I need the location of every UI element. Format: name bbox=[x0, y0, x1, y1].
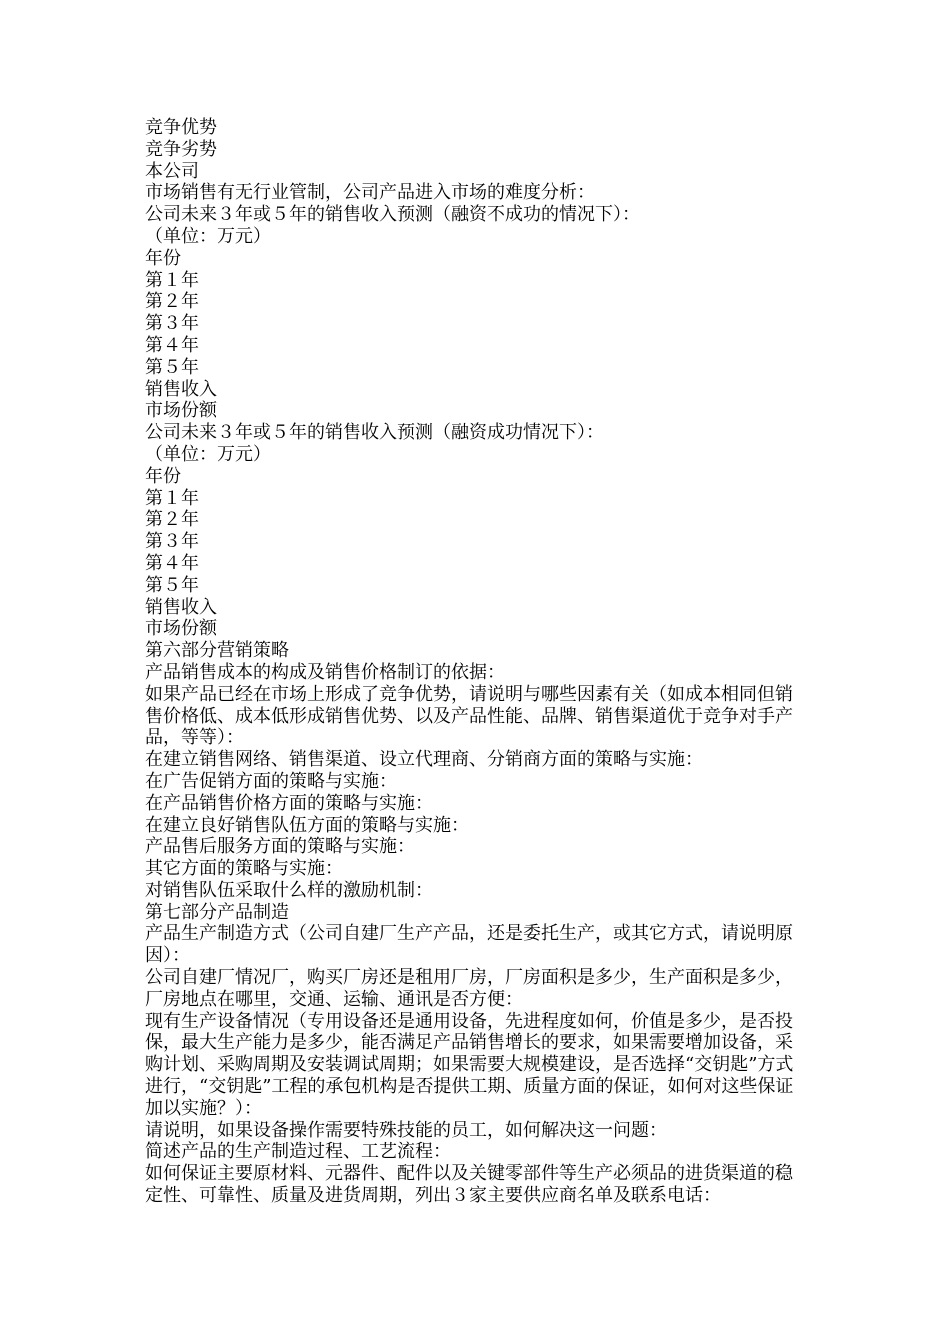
heading-competitive-disadvantage: 竞争劣势 bbox=[145, 138, 217, 160]
paragraph-other-strategies: 其它方面的策略与实施： bbox=[145, 858, 343, 880]
paragraph-own-factory: 公司自建厂情况厂，购买厂房还是租用厂房，厂房面积是多少，生产面积是多少，厂房地点在哪里，交通、运输、通讯是否方便： bbox=[145, 967, 793, 1010]
label-market-share: 市场份额 bbox=[145, 618, 217, 640]
paragraph-revenue-forecast-funded: 公司未来３年或５年的销售收入预测（融资成功情况下）： bbox=[145, 422, 604, 444]
paragraph-supply-chain: 如何保证主要原材料、元器件、配件以及关键零部件等生产必须品的进货渠道的稳定性、可靠性、质量及进货周期，列出３家主要供应商名单及联系电话： bbox=[145, 1163, 793, 1207]
label-year: 年份 bbox=[145, 247, 181, 269]
paragraph-revenue-forecast-unfunded: 公司未来３年或５年的销售收入预测（融资不成功的情况下）： bbox=[145, 204, 640, 226]
section-heading-marketing-strategy: 第六部分营销策略 bbox=[145, 640, 289, 662]
label-unit: （单位：万元） bbox=[145, 225, 271, 247]
paragraph-special-skills: 请说明，如果设备操作需要特殊技能的员工，如何解决这一问题： bbox=[145, 1119, 667, 1141]
label-year-1: 第１年 bbox=[145, 269, 199, 291]
label-our-company: 本公司 bbox=[145, 160, 199, 182]
paragraph-manufacturing-mode: 产品生产制造方式（公司自建厂生产产品，还是委托生产，或其它方式，请说明原因）： bbox=[145, 923, 793, 967]
label-year-5: 第５年 bbox=[145, 574, 199, 596]
label-sales-revenue: 销售收入 bbox=[145, 596, 217, 618]
paragraph-incentives: 对销售队伍采取什么样的激励机制： bbox=[145, 879, 433, 901]
paragraph-sales-network: 在建立销售网络、销售渠道、设立代理商、分销商方面的策略与实施： bbox=[145, 749, 703, 771]
paragraph-sales-team: 在建立良好销售队伍方面的策略与实施： bbox=[145, 814, 469, 836]
label-unit: （单位：万元） bbox=[145, 443, 271, 465]
label-year-3: 第３年 bbox=[145, 313, 199, 335]
label-year-5: 第５年 bbox=[145, 356, 199, 378]
label-year-4: 第４年 bbox=[145, 552, 199, 574]
document-body bbox=[145, 117, 805, 1207]
paragraph-process-flow: 简述产品的生产制造过程、工艺流程： bbox=[145, 1141, 451, 1163]
label-year-4: 第４年 bbox=[145, 334, 199, 356]
label-year-2: 第２年 bbox=[145, 291, 199, 313]
label-year-1: 第１年 bbox=[145, 487, 199, 509]
paragraph-market-regulation: 市场销售有无行业管制，公司产品进入市场的难度分析： bbox=[145, 182, 595, 204]
label-year-2: 第２年 bbox=[145, 509, 199, 531]
paragraph-competitive-factors: 如果产品已经在市场上形成了竞争优势，请说明与哪些因素有关（如成本相同但销售价格低、成本低形成销售优势、以及产品性能、品牌、销售渠道优于竞争对手产品，等等）： bbox=[145, 683, 793, 749]
label-market-share: 市场份额 bbox=[145, 400, 217, 422]
paragraph-pricing-basis: 产品销售成本的构成及销售价格制订的依据： bbox=[145, 661, 505, 683]
section-heading-manufacturing: 第七部分产品制造 bbox=[145, 901, 289, 923]
paragraph-equipment: 现有生产设备情况（专用设备还是通用设备，先进程度如何，价值是多少，是否投保，最大生产能力是多少，能否满足产品销售增长的要求，如果需要增加设备，采购计划、采购周期及安装调试周期；如果需要大规模建设，是否选择“交钥匙”方式进行，“交钥匙”工程的承包机构是否提供工期、质量方面的保证，如何对这些保证加以实施？）： bbox=[145, 1010, 794, 1119]
heading-competitive-advantage: 竞争优势 bbox=[145, 117, 217, 138]
label-year-3: 第３年 bbox=[145, 531, 199, 553]
paragraph-pricing-strategy: 在产品销售价格方面的策略与实施： bbox=[145, 792, 433, 814]
label-sales-revenue: 销售收入 bbox=[145, 378, 217, 400]
paragraph-after-sales: 产品售后服务方面的策略与实施： bbox=[145, 836, 415, 858]
paragraph-advertising: 在广告促销方面的策略与实施： bbox=[145, 770, 397, 792]
label-year: 年份 bbox=[145, 465, 181, 487]
